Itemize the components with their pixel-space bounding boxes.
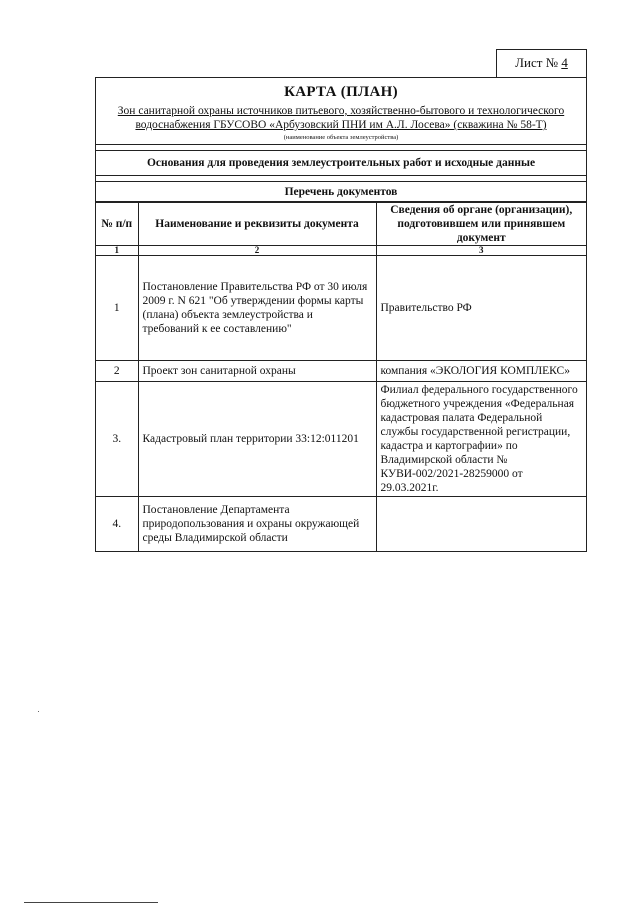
index-cell: 3 <box>376 246 586 256</box>
header-name: Наименование и реквизиты документа <box>138 203 376 246</box>
scan-speck <box>38 711 39 712</box>
document-title: КАРТА (ПЛАН) <box>284 84 398 100</box>
footer-rule <box>24 902 158 903</box>
basis-heading: Основания для проведения землеустроительных работ и исходные данные <box>96 151 586 176</box>
documents-list-heading: Перечень документов <box>96 182 586 202</box>
row-num: 3. <box>96 382 138 497</box>
documents-table <box>96 202 586 551</box>
table-row <box>96 497 586 552</box>
document-form <box>95 77 587 552</box>
table-index-row <box>96 246 586 256</box>
sheet-label: Лист № <box>515 55 559 70</box>
header-org: Сведения об органе (организации), подготовившем или принявшем документ <box>376 203 586 246</box>
object-name-caption: (наименование объекта землеустройства) <box>283 134 399 141</box>
row-num: 2 <box>96 361 138 382</box>
index-cell: 2 <box>138 246 376 256</box>
table-row <box>96 256 586 361</box>
table-header-row <box>96 203 586 246</box>
row-org: Правительство РФ <box>376 256 586 361</box>
row-name: Проект зон санитарной охраны <box>138 361 376 382</box>
sheet-number: 4 <box>561 55 568 70</box>
sheet-number-box <box>496 49 587 77</box>
row-num: 4. <box>96 497 138 552</box>
row-org <box>376 497 586 552</box>
header-num: № п/п <box>96 203 138 246</box>
object-name: Зон санитарной охраны источников питьевого, хозяйственно-бытового и технологического водоснабжения ГБУСОВО «Арбузовский ПНИ им А.Л. Лосева» (скважина № 58-Т) <box>117 105 565 131</box>
title-block <box>96 78 586 145</box>
index-cell: 1 <box>96 246 138 256</box>
row-num: 1 <box>96 256 138 361</box>
row-name: Кадастровый план территории 33:12:011201 <box>138 382 376 497</box>
row-org: Филиал федерального государственного бюджетного учреждения «Федеральная кадастровая палата Федеральной службы государственной регистрации, кадастра и картографии» по Владимирской области № КУВИ-002/2021-28259000 от 29.03.2021г. <box>376 382 586 497</box>
table-row <box>96 361 586 382</box>
table-row <box>96 382 586 497</box>
row-name: Постановление Правительства РФ от 30 июля 2009 г. N 621 "Об утверждении формы карты (плана) объекта землеустройства и требований к ее составлению" <box>138 256 376 361</box>
row-name: Постановление Департамента природопользования и охраны окружающей среды Владимирской области <box>138 497 376 552</box>
row-org: компания «ЭКОЛОГИЯ КОМПЛЕКС» <box>376 361 586 382</box>
